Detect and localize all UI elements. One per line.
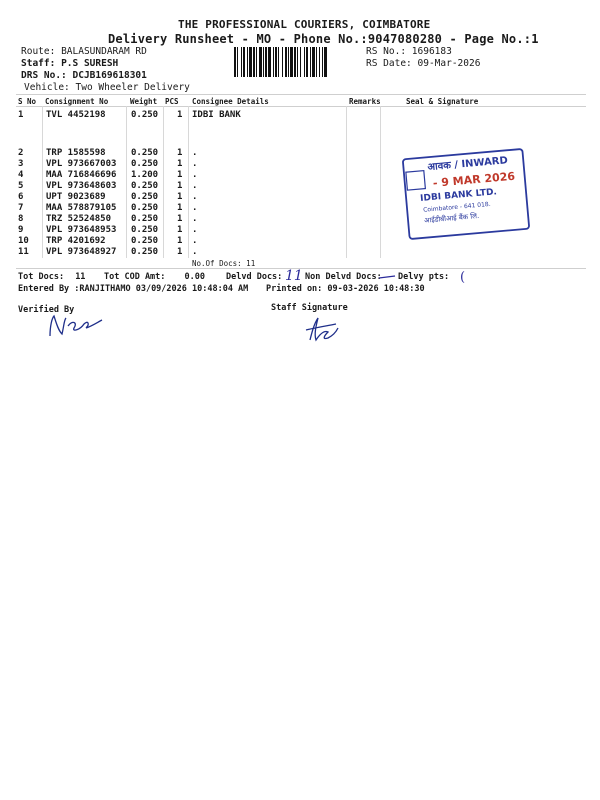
col-divider [126, 106, 127, 258]
printed-on-label: Printed on: [266, 284, 323, 294]
row-weight: 0.250 [131, 214, 159, 224]
row-sno: 6 [18, 192, 24, 202]
row-consignee: IDBI BANK [192, 110, 241, 120]
company-title: THE PROFESSIONAL COURIERS, COIMBATORE [178, 18, 431, 31]
row-sno: 4 [18, 170, 24, 180]
dash-mark [378, 274, 396, 280]
col-divider [380, 106, 381, 258]
staff-line [21, 58, 118, 69]
row-consignee: . [192, 247, 198, 257]
row-sno: 2 [18, 148, 24, 158]
entered-by-value: RANJITHAMO 03/09/2026 10:48:04 AM [79, 284, 249, 294]
row-consignment-no: MAA 578879105 [46, 203, 117, 213]
col-header-seal: Seal & Signature [406, 97, 479, 106]
stamp-bank-hindi: आईडीबीआई बैंक लि. [423, 211, 480, 225]
row-consignment-no: UPT 9023689 [46, 192, 106, 202]
row-pcs: 1 [177, 170, 183, 180]
printed-on [266, 284, 425, 294]
col-header-sno: S No [18, 97, 37, 106]
printed-on-value: 09-03-2026 10:48:30 [327, 284, 425, 294]
row-weight: 0.250 [131, 181, 159, 191]
table-header-rule [16, 106, 586, 107]
row-consignee: . [192, 148, 198, 158]
row-sno: 10 [18, 236, 29, 246]
tot-cod [104, 272, 205, 282]
row-consignment-no: VPL 973667003 [46, 159, 117, 169]
row-pcs: 1 [177, 181, 183, 191]
row-weight: 0.250 [131, 236, 159, 246]
staff-signature-icon [302, 314, 342, 344]
route-value: BALASUNDARAM RD [61, 46, 147, 57]
row-consignment-no: VPL 973648927 [46, 247, 117, 257]
drs-label: DRS No.: [21, 70, 67, 81]
non-delvd-docs [305, 272, 382, 282]
stamp-date-text: - 9 MAR 2026 [432, 169, 516, 190]
tot-docs-label: Tot Docs: [18, 272, 65, 282]
row-pcs: 1 [177, 225, 183, 235]
rs-no-line [366, 46, 452, 57]
route-line [21, 46, 147, 57]
row-consignment-no: VPL 973648953 [46, 225, 117, 235]
delvd-docs [226, 272, 282, 282]
col-header-pcs: PCS [165, 97, 179, 106]
stamp-inward-text: आवक / INWARD [427, 155, 509, 174]
drs-value: DCJB169618301 [72, 70, 147, 81]
col-header-remarks: Remarks [349, 97, 381, 106]
row-pcs: 1 [177, 203, 183, 213]
rs-no-value: 1696183 [411, 46, 452, 57]
row-consignee: . [192, 170, 198, 180]
vehicle-line [24, 82, 190, 93]
staff-value: P.S SURESH [61, 58, 119, 69]
row-pcs: 1 [177, 192, 183, 202]
bank-inward-stamp [401, 147, 532, 241]
row-weight: 0.250 [131, 159, 159, 169]
row-consignee: . [192, 181, 198, 191]
row-consignee: . [192, 159, 198, 169]
col-divider [346, 106, 347, 258]
col-divider [188, 106, 189, 258]
row-consignee: . [192, 214, 198, 224]
delvy-pts [398, 272, 449, 282]
row-consignment-no: TRZ 52524850 [46, 214, 112, 224]
row-sno: 1 [18, 110, 24, 120]
row-weight: 0.250 [131, 225, 159, 235]
rs-date-label: RS Date: [366, 58, 412, 69]
row-sno: 5 [18, 181, 24, 191]
row-pcs: 1 [177, 214, 183, 224]
row-sno: 9 [18, 225, 24, 235]
drs-line [21, 70, 147, 81]
stamp-bank-address: Coimbatore - 641 018. [422, 200, 491, 214]
handwritten-delvd: 11 [285, 268, 303, 284]
row-sno: 3 [18, 159, 24, 169]
row-pcs: 1 [177, 247, 183, 257]
verified-by-label: Verified By [18, 305, 75, 315]
non-delvd-label: Non Delvd Docs: [305, 272, 382, 282]
barcode-bar [327, 47, 328, 77]
route-label: Route: [21, 46, 56, 57]
row-consignment-no: TVL 4452198 [46, 110, 106, 120]
row-consignee: . [192, 225, 198, 235]
no-of-docs: No.Of Docs: 11 [192, 259, 256, 268]
vehicle-label: Vehicle: [24, 82, 70, 93]
tot-cod-value: 0.00 [184, 272, 206, 282]
row-sno: 11 [18, 247, 29, 257]
tot-docs-value: 11 [75, 272, 86, 282]
row-pcs: 1 [177, 110, 183, 120]
row-weight: 1.200 [131, 170, 159, 180]
col-divider [42, 106, 43, 258]
table-top-rule [16, 94, 586, 95]
rs-no-label: RS No.: [366, 46, 407, 57]
delvd-docs-label: Delvd Docs: [226, 272, 283, 282]
row-consignment-no: TRP 1585598 [46, 148, 106, 158]
row-pcs: 1 [177, 148, 183, 158]
tot-docs [18, 272, 85, 282]
rs-date-line [366, 58, 480, 69]
handwritten-delvy: ( [460, 270, 466, 285]
runsheet-subtitle: Delivery Runsheet - MO - Phone No.:9047080280 - Page No.:1 [108, 32, 539, 46]
entered-by [18, 284, 248, 294]
row-consignment-no: MAA 716846696 [46, 170, 117, 180]
delvy-pts-label: Delvy pts: [398, 272, 450, 282]
row-consignment-no: VPL 973648603 [46, 181, 117, 191]
col-divider [163, 106, 164, 258]
rs-date-value: 09-Mar-2026 [417, 58, 481, 69]
verifier-signature-icon [44, 308, 104, 340]
row-weight: 0.250 [131, 203, 159, 213]
entered-by-label: Entered By : [18, 284, 80, 294]
row-weight: 0.250 [131, 247, 159, 257]
row-consignee: . [192, 192, 198, 202]
stamp-bank-name: IDBI BANK LTD. [419, 187, 498, 204]
vehicle-value: Two Wheeler Delivery [75, 82, 190, 93]
row-weight: 0.250 [131, 148, 159, 158]
col-header-consignment: Consignment No [45, 97, 109, 106]
col-header-weight: Weight [130, 97, 158, 106]
row-consignment-no: TRP 4201692 [46, 236, 106, 246]
row-sno: 8 [18, 214, 24, 224]
staff-signature-label: Staff Signature [271, 303, 348, 313]
row-pcs: 1 [177, 236, 183, 246]
staff-label: Staff: [21, 58, 56, 69]
row-weight: 0.250 [131, 192, 159, 202]
row-pcs: 1 [177, 159, 183, 169]
row-sno: 7 [18, 203, 24, 213]
tot-cod-label: Tot COD Amt: [104, 272, 166, 282]
drs-barcode [234, 47, 360, 77]
row-weight: 0.250 [131, 110, 159, 120]
row-consignee: . [192, 236, 198, 246]
col-header-consignee: Consignee Details [192, 97, 269, 106]
row-consignee: . [192, 203, 198, 213]
